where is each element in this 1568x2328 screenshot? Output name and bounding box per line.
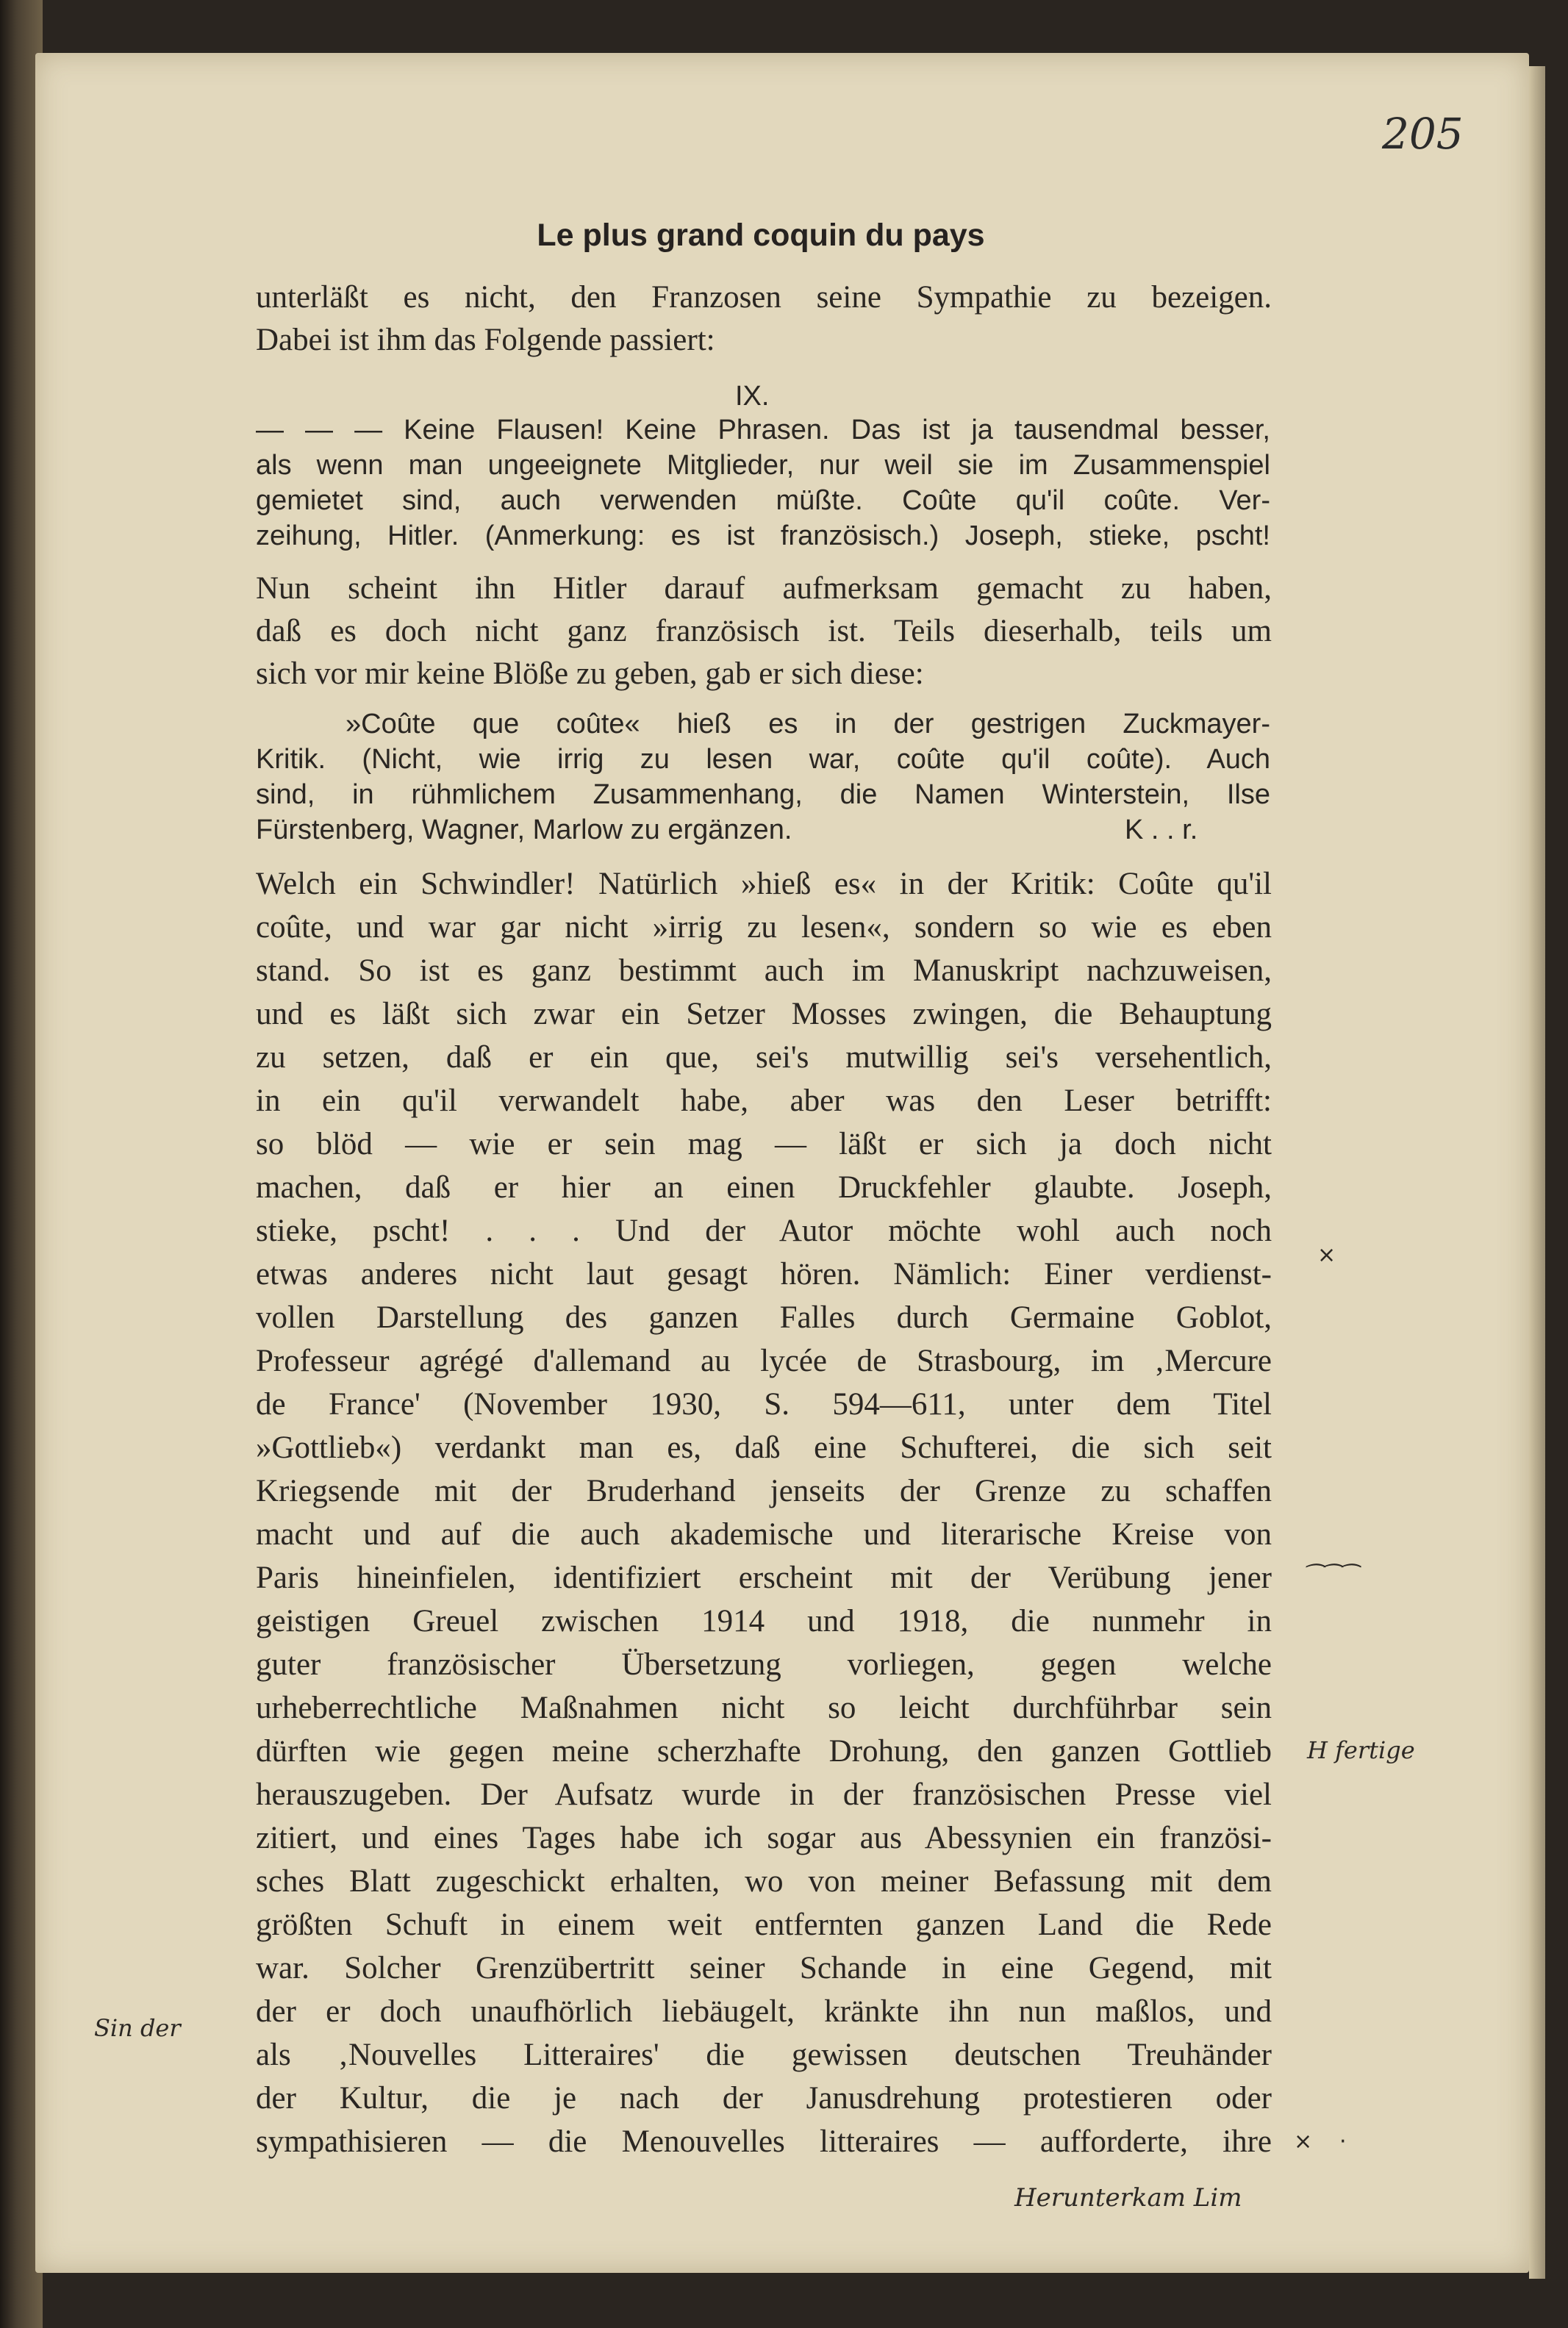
body-line: etwas anderes nicht laut gesagt hören. Nämlich: Einer verdienst- [256, 1257, 1272, 1292]
body-line: de France' (November 1930, S. 594—611, unter dem Titel [256, 1387, 1272, 1422]
body-line: stand. So ist es ganz bestimmt auch im Manuskript nachzuweisen, [256, 953, 1272, 988]
margin-mark: × [1294, 2129, 1313, 2155]
body-line: zitiert, und eines Tages habe ich sogar aus Abessynien ein französi- [256, 1821, 1272, 1855]
body-line: so blöd — wie er sein mag — läßt er sich ja doch nicht [256, 1127, 1272, 1161]
intro-line: unterläßt es nicht, den Franzosen seine Sympathie zu bezeigen. [256, 280, 1272, 315]
margin-note-left: Sin der [94, 2014, 181, 2042]
body-line: sympathisieren — die Menouvelles litteraires — aufforderte, ihre [256, 2124, 1272, 2159]
body-line: Professeur agrégé d'allemand au lycée de Strasbourg, im ‚Mercure [256, 1344, 1272, 1378]
body-line: guter französischer Übersetzung vorliegen, gegen welche [256, 1647, 1272, 1682]
page-number: 205 [1382, 109, 1464, 159]
intro-line: Dabei ist ihm das Folgende passiert: [256, 323, 715, 357]
quote-line: — — — Keine Flausen! Keine Phrasen. Das ist ja tausendmal besser, [256, 415, 1270, 445]
body-line: sich vor mir keine Blöße zu geben, gab er sich diese: [256, 656, 924, 691]
quote-line: zeihung, Hitler. (Anmerkung: es ist französisch.) Joseph, stieke, pscht! [256, 520, 1270, 551]
body-line: und es läßt sich zwar ein Setzer Mosses zwingen, die Behauptung [256, 997, 1272, 1031]
body-line: dürften wie gegen meine scherzhafte Drohung, den ganzen Gottlieb [256, 1734, 1272, 1769]
body-line: herauszugeben. Der Aufsatz wurde in der französischen Presse viel [256, 1777, 1272, 1812]
quote-line: Fürstenberg, Wagner, Marlow zu ergänzen. [256, 814, 792, 845]
body-line: Paris hineinfielen, identifiziert erscheint mit der Verübung jener [256, 1561, 1272, 1595]
body-line: urheberrechtliche Maßnahmen nicht so leicht durchführbar sein [256, 1691, 1272, 1725]
body-line: coûte, und war gar nicht »irrig zu lesen«, sondern so wie es eben [256, 910, 1272, 945]
quote-line: sind, in rühmlichem Zusammenhang, die Namen Winterstein, Ilse [256, 779, 1270, 810]
body-line: Nun scheint ihn Hitler darauf aufmerksam gemacht zu haben, [256, 571, 1272, 606]
body-line: als ‚Nouvelles Litteraires' die gewissen deutschen Treuhänder [256, 2038, 1272, 2072]
quote-line: Kritik. (Nicht, wie irrig zu lesen war, coûte qu'il coûte). Auch [256, 744, 1270, 775]
body-line: in ein qu'il verwandelt habe, aber was den Leser betrifft: [256, 1084, 1272, 1118]
body-line: »Gottlieb«) verdankt man es, daß eine Schufterei, die sich seit [256, 1430, 1272, 1465]
body-line: geistigen Greuel zwischen 1914 und 1918, die nunmehr in [256, 1604, 1272, 1638]
body-line: machen, daß er hier an einen Druckfehler glaubte. Joseph, [256, 1170, 1272, 1205]
margin-note-right: H fertige [1307, 1736, 1415, 1764]
margin-note-right: ⁀⁀⁀ [1303, 1564, 1356, 1590]
page-edge [1529, 66, 1545, 2279]
body-line: Kriegsende mit der Bruderhand jenseits der Grenze zu schaffen [256, 1474, 1272, 1508]
quote-line: als wenn man ungeeignete Mitglieder, nur weil sie im Zusammenspiel [256, 450, 1270, 481]
body-line: sches Blatt zugeschickt erhalten, wo von meiner Befassung mit dem [256, 1864, 1272, 1899]
body-line: vollen Darstellung des ganzen Falles durch Germaine Goblot, [256, 1300, 1272, 1335]
body-line: daß es doch nicht ganz französisch ist. Teils dieserhalb, teils um [256, 614, 1272, 648]
body-line: macht und auf die auch akademische und literarische Kreise von [256, 1517, 1272, 1552]
margin-mark: · [1339, 2129, 1347, 2155]
section-number: IX. [735, 381, 770, 412]
body-line: stieke, pscht! . . . Und der Autor möchte wohl auch noch [256, 1214, 1272, 1248]
body-line: Welch ein Schwindler! Natürlich »hieß es« in der Kritik: Coûte qu'il [256, 867, 1272, 901]
body-line: zu setzen, daß er ein que, sei's mutwillig sei's versehentlich, [256, 1040, 1272, 1075]
body-line: der Kultur, die je nach der Janusdrehung protestieren oder [256, 2081, 1272, 2116]
margin-mark: × [1317, 1242, 1336, 1268]
body-line: der er doch unaufhörlich liebäugelt, kränkte ihn nun maßlos, und [256, 1994, 1272, 2029]
quote-signature: K . . r. [1125, 814, 1198, 845]
quote-line: »Coûte que coûte« hieß es in der gestrigen Zuckmayer- [346, 709, 1270, 739]
margin-note-bottom: Herunterkam Lim [1014, 2183, 1242, 2213]
body-line: größten Schuft in einem weit entfernten ganzen Land die Rede [256, 1908, 1272, 1942]
chapter-heading: Le plus grand coquin du pays [537, 218, 985, 253]
quote-line: gemietet sind, auch verwenden müßte. Coûte qu'il coûte. Ver- [256, 485, 1270, 516]
body-line: war. Solcher Grenzübertritt seiner Schande in eine Gegend, mit [256, 1951, 1272, 1985]
